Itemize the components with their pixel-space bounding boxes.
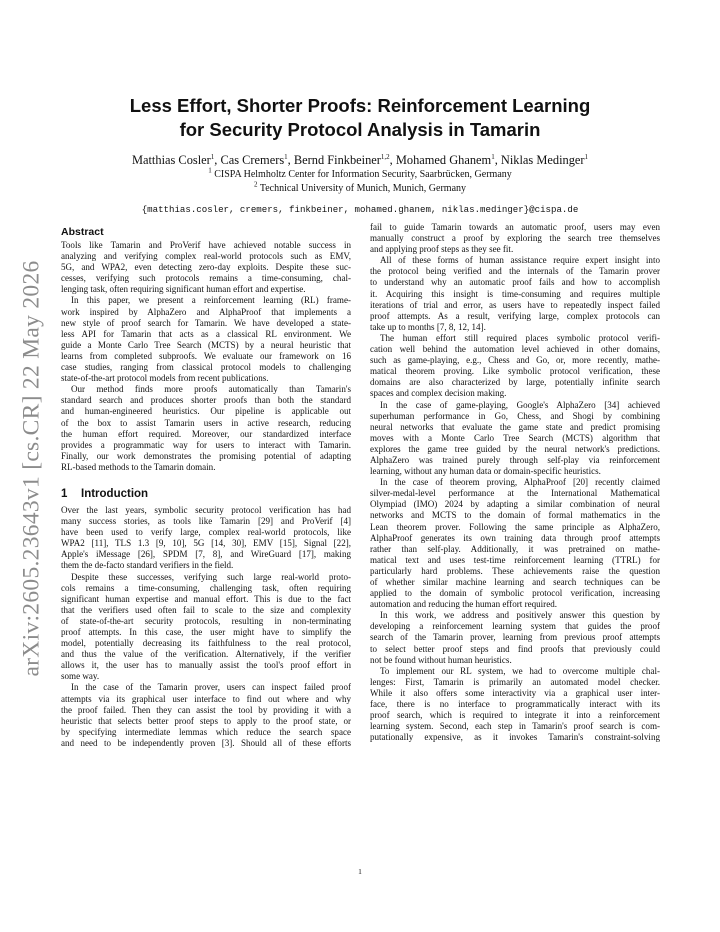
text-line: explores the game tree guided by the neural network's predictions. <box>370 443 660 454</box>
text-line: the protocol being verified and the internals of the Tamarin prover <box>370 266 660 277</box>
abstract-heading: Abstract <box>61 226 104 238</box>
author-name: Cas Cremers <box>220 153 285 167</box>
title-line: for Security Protocol Analysis in Tamarin <box>179 119 541 140</box>
author-affiliation-mark: 1 <box>491 152 495 161</box>
text-line: new style of proof search for Tamarin. We have developed a state- <box>61 317 351 328</box>
text-line: case studies, ranging from classical protocol models to challenging <box>61 362 351 373</box>
text-line: Finally, our work demonstrates the promising potential of adapting <box>61 450 351 461</box>
text-line: matical text and uses test-time reinforcement learning (TTRL) for <box>370 554 660 565</box>
title-line: Less Effort, Shorter Proofs: Reinforcement Learning <box>129 95 591 116</box>
text-line: applied to the domain of symbolic protocol verification, increasing <box>370 588 660 599</box>
text-line: of state-of-the-art security protocols, resulting in non-terminating <box>61 615 351 626</box>
text-line: RL-based methods to the Tamarin domain. <box>61 461 216 472</box>
text-line: cols remains a time-consuming, challenging task, often requiring <box>61 582 351 593</box>
paragraph <box>370 222 660 255</box>
paragraph <box>61 505 351 572</box>
text-line: cation well behind the automation level achieved in other domains, <box>370 344 660 355</box>
text-line: and need to be independently proven [3]. Should all of these efforts <box>61 737 351 748</box>
paragraph <box>61 572 351 683</box>
text-line: learning system. Second, each step in Tamarin's proof search is com- <box>370 721 660 732</box>
author-name: Mohamed Ghanem <box>395 153 492 167</box>
text-line: attempts via its graphical user interface to find out where and why <box>61 693 351 704</box>
affiliation-1 <box>60 166 660 180</box>
text-line: In the case of the Tamarin prover, users can inspect failed proof <box>71 682 351 693</box>
text-line: guide a Monte Carlo Tree Search (MCTS) by a neural heuristic that <box>61 339 351 350</box>
text-line: superhuman performance in Go, Chess, and Shogi by combining <box>370 410 660 421</box>
abstract-body <box>61 240 351 473</box>
text-line: AlphaZero was trained purely through self-play via reinforcement <box>370 454 660 465</box>
text-line: allows it, the user has to manually assist the tool's proof effort in <box>61 660 351 671</box>
text-line: of the box to assist Tamarin users in active research, reducing <box>61 417 351 428</box>
text-line: learns from completed subproofs. We evaluate our framework on 16 <box>61 350 351 361</box>
text-line: silver-medal-level performance at the International Mathematical <box>370 488 660 499</box>
text-line: less API for Tamarin that acts as a classical RL environment. We <box>61 328 351 339</box>
text-line: fail to guide Tamarin towards an automatic proof, users may even <box>370 222 660 232</box>
section-heading-introduction <box>61 487 351 502</box>
paper-title <box>60 94 660 142</box>
text-line: work inspired by AlphaZero and AlphaProof that implements a <box>61 306 351 317</box>
text-line: learning, without any human data or domain-specific heuristics. <box>370 466 601 477</box>
text-line: lenging task, often requiring significant human effort and expertise. <box>61 284 306 295</box>
text-line: them the de-facto standard verifiers in the field. <box>61 560 234 571</box>
text-line: spaces and complex decision making. <box>370 388 507 399</box>
text-line: significant human expertise and manual effort. This is due to the fact <box>61 593 351 604</box>
author-separator: , <box>494 153 501 167</box>
author-name: Matthias Cosler <box>131 153 211 167</box>
author-name: Bernd Finkbeiner <box>293 153 381 167</box>
author-separator: , <box>287 153 294 167</box>
author-affiliation-mark: 1 <box>284 152 288 161</box>
text-line: that the verifiers used often fail to scale to the size and complexity <box>61 604 351 615</box>
affiliation-mark: 2 <box>253 180 258 189</box>
text-line: model, potentially decreasing its faithfulness to the real protocol, <box>61 638 351 649</box>
arxiv-identifier-text: arXiv:2605.23643v1 [cs.CR] 22 May 2026 <box>18 259 45 677</box>
text-line: matical theorem proving. Like symbolic protocol verification, these <box>370 366 660 377</box>
text-line: such as game-playing, e.g., Chess and Go, or, more recently, mathe- <box>370 355 660 366</box>
text-line: standard search and produces shorter proofs than both the standard <box>61 395 351 406</box>
text-line: domains are also characterized by large, potentially infinite search <box>370 377 660 388</box>
text-line: iterations of trial and error, as users have to repeatedly inspect failed <box>370 299 660 310</box>
text-line: provides a programmatic way for users to interact with Tamarin. <box>61 439 351 450</box>
text-line: lenges: First, Tamarin is primarily an automated model checker. <box>370 676 660 687</box>
text-line: proof search, which is required to integrate it into a reinforcement <box>370 710 660 721</box>
text-line: by specifying intermediate lemmas which reduce the search space <box>61 726 351 737</box>
text-line: proof attempts. As a result, verifying large, complex protocols can <box>370 310 660 321</box>
left-column <box>61 225 351 749</box>
arxiv-identifier-stamp <box>17 258 47 678</box>
text-line: Despite these successes, verifying such large real-world proto- <box>71 571 351 582</box>
text-line: Olympiad (IMO) 2024 by adapting a similar combination of neural <box>370 499 660 510</box>
text-line: The human effort still required places symbolic protocol verifi- <box>380 332 660 343</box>
text-line: Tools like Tamarin and ProVerif have achieved notable success in <box>61 240 351 250</box>
text-line: take up to months [7, 8, 12, 14]. <box>370 321 486 332</box>
text-line: developing a reinforcement learning system that guides the proof <box>370 621 660 632</box>
paragraph <box>370 477 660 610</box>
paragraph <box>370 666 660 744</box>
right-column <box>370 222 660 743</box>
affiliation-2 <box>60 180 660 194</box>
text-line: some way. <box>61 671 100 682</box>
text-line: rather than self-play. Additionally, it was pretrained on mathe- <box>370 543 660 554</box>
affiliation-text: CISPA Helmholtz Center for Information Security, Saarbrücken, Germany <box>214 169 512 180</box>
affiliation-text: Technical University of Munich, Munich, Germany <box>259 183 467 194</box>
section-number: 1 <box>61 487 68 500</box>
text-line: automation and reducing the human effort required. <box>370 599 557 610</box>
text-line: Our method finds more proofs automatically than Tamarin's <box>71 384 351 395</box>
text-line: putationally expensive, as it invokes Tamarin's constraint-solving <box>370 732 660 743</box>
author-affiliation-mark: 1 <box>210 152 215 161</box>
text-line: cesses, verifying such protocols remains a time-consuming, chal- <box>61 273 351 284</box>
text-line: not be found without human heuristics. <box>370 654 512 665</box>
affiliation-mark: 1 <box>208 166 212 175</box>
author-list <box>40 153 680 168</box>
right-column-body <box>370 222 660 743</box>
text-line: All of these forms of human assistance require expert insight into <box>380 255 660 266</box>
paragraph <box>61 295 351 384</box>
text-line: face, there is no interface to programmatically interact with its <box>370 699 660 710</box>
author-separator: , <box>389 153 396 167</box>
text-line: have been used to verify large, complex real-world protocols, like <box>61 527 351 538</box>
text-line: To implement our RL system, we had to overcome multiple chal- <box>380 665 660 676</box>
text-line: In the case of game-playing, Google's AlphaZero [34] achieved <box>380 399 660 410</box>
text-line: to select better proof steps and find proofs that previously could <box>370 643 660 654</box>
text-line: it. Acquiring this insight is time-consuming and requires multiple <box>370 288 660 299</box>
author-separator: , <box>214 153 221 167</box>
text-line: and applying proof steps as they see fit. <box>370 244 514 255</box>
text-line: Over the last years, symbolic security protocol verification has had <box>61 504 351 515</box>
text-line: heuristic that selects better proof steps to apply to the proof state, or <box>61 715 351 726</box>
text-line: In this work, we address and positively answer this question by <box>380 610 660 621</box>
introduction-body <box>61 505 351 749</box>
text-line: manually construct a proof by exploring the search tree themselves <box>370 233 660 244</box>
paragraph <box>370 255 660 333</box>
text-line: the human effort required. Moreover, our standardized interface <box>61 428 351 439</box>
author-emails: {matthias.cosler, cremers, finkbeiner, mohamed.ghanem, niklas.medinger}@cispa.de <box>141 204 579 215</box>
text-line: In the case of theorem proving, AlphaProof [20] recently claimed <box>380 477 660 488</box>
text-line: to understand why an automatic proof fails and how to accomplish <box>370 277 660 288</box>
text-line: moves with a Monte Carlo Tree Search (MCTS) algorithm that <box>370 432 660 443</box>
text-line: analyzing and verifying complex real-world protocols such as EMV, <box>61 251 351 262</box>
text-line: many success stories, as tools like Tamarin [29] and ProVerif [4] <box>61 516 351 527</box>
text-line: neural networks that evaluate the game state and predict promising <box>370 421 660 432</box>
text-line: search of the Tamarin prover, learning from previous proof attempts <box>370 632 660 643</box>
paragraph <box>61 240 351 295</box>
author-affiliation-mark: 1 <box>584 152 589 161</box>
text-line: of whether similar machine learning and search techniques can be <box>370 577 660 587</box>
text-line: While it also offers some interactivity via a graphical user inter- <box>370 687 660 698</box>
text-line: networks and MCTS to the domain of formal mathematics in the <box>370 510 660 521</box>
paragraph <box>61 384 351 473</box>
author-name: Niklas Medinger <box>500 153 585 167</box>
text-line: state-of-the-art protocol models from recent publications. <box>61 373 269 384</box>
text-line: In this paper, we present a reinforcement learning (RL) frame- <box>71 295 351 306</box>
paragraph <box>370 333 660 400</box>
text-line: and human-engineered heuristics. Our pipeline is applicable out <box>61 406 351 417</box>
paragraph <box>370 400 660 478</box>
page-number: 1 <box>358 867 362 876</box>
text-line: Apple's iMessage [26], SPDM [7, 8], and WireGuard [17], making <box>61 549 351 560</box>
author-affiliation-mark: 1,2 <box>380 152 390 161</box>
paragraph <box>61 682 351 749</box>
section-title: Introduction <box>81 487 149 500</box>
text-line: WPA2 [11], TLS 1.3 [9, 10], 5G [14, 30], EMV [15], Signal [22], <box>61 538 351 549</box>
text-line: the proof failed. Then they can assist the tool by providing it with a <box>61 704 351 715</box>
text-line: proof attempts. In this case, the user might have to simplify the <box>61 627 351 637</box>
text-line: AlphaProof generates its own training data through proof attempts <box>370 532 660 543</box>
text-line: particularly hard problems. These achievements raise the question <box>370 565 660 576</box>
text-line: and thus the value of the verification. Alternatively, if the verifier <box>61 649 351 660</box>
text-line: 5G, and WPA2, even detecting zero-day exploits. Despite these suc- <box>61 262 351 273</box>
paragraph <box>370 610 660 665</box>
text-line: Lean theorem prover. Following the same principle as AlphaZero, <box>370 521 660 532</box>
